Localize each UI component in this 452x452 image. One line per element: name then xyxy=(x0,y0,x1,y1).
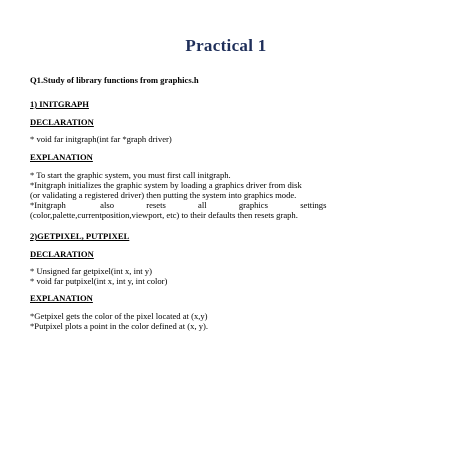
section1-explanation-line-1: * To start the graphic system, you must first call initgraph. xyxy=(30,170,231,180)
section1-explanation-line-4: *Initgraph also resets all graphics settings xyxy=(30,200,327,210)
section1-explanation-line-5: (color,palette,currentposition,viewport, etc) to their defaults then resets graph. xyxy=(30,210,298,220)
question-line: Q1.Study of library functions from graphics.h xyxy=(30,75,199,85)
section1-explanation-label: EXPLANATION xyxy=(30,152,93,162)
section2-declaration-line-2: * void far putpixel(int x, int y, int color) xyxy=(30,276,168,286)
section1-heading: 1) INITGRAPH xyxy=(30,99,89,109)
section2-explanation-line-1: *Getpixel gets the color of the pixel located at (x,y) xyxy=(30,311,208,321)
section1-explanation-line-3: (or validating a registered driver) then putting the system into graphics mode. xyxy=(30,190,297,200)
section1-declaration-label: DECLARATION xyxy=(30,117,94,127)
page-title: Practical 1 xyxy=(185,36,267,55)
section1-declaration-line-1: * void far initgraph(int far *graph driver) xyxy=(30,134,172,144)
section2-explanation-line-2: *Putpixel plots a point in the color defined at (x, y). xyxy=(30,321,209,331)
section1-explanation-line-2: *Initgraph initializes the graphic system by loading a graphics driver from disk xyxy=(30,180,302,190)
section2-declaration-label: DECLARATION xyxy=(30,249,94,259)
section2-explanation-label: EXPLANATION xyxy=(30,293,93,303)
section2-declaration-line-1: * Unsigned far getpixel(int x, int y) xyxy=(30,266,152,276)
section2-heading: 2)GETPIXEL, PUTPIXEL xyxy=(30,231,130,241)
